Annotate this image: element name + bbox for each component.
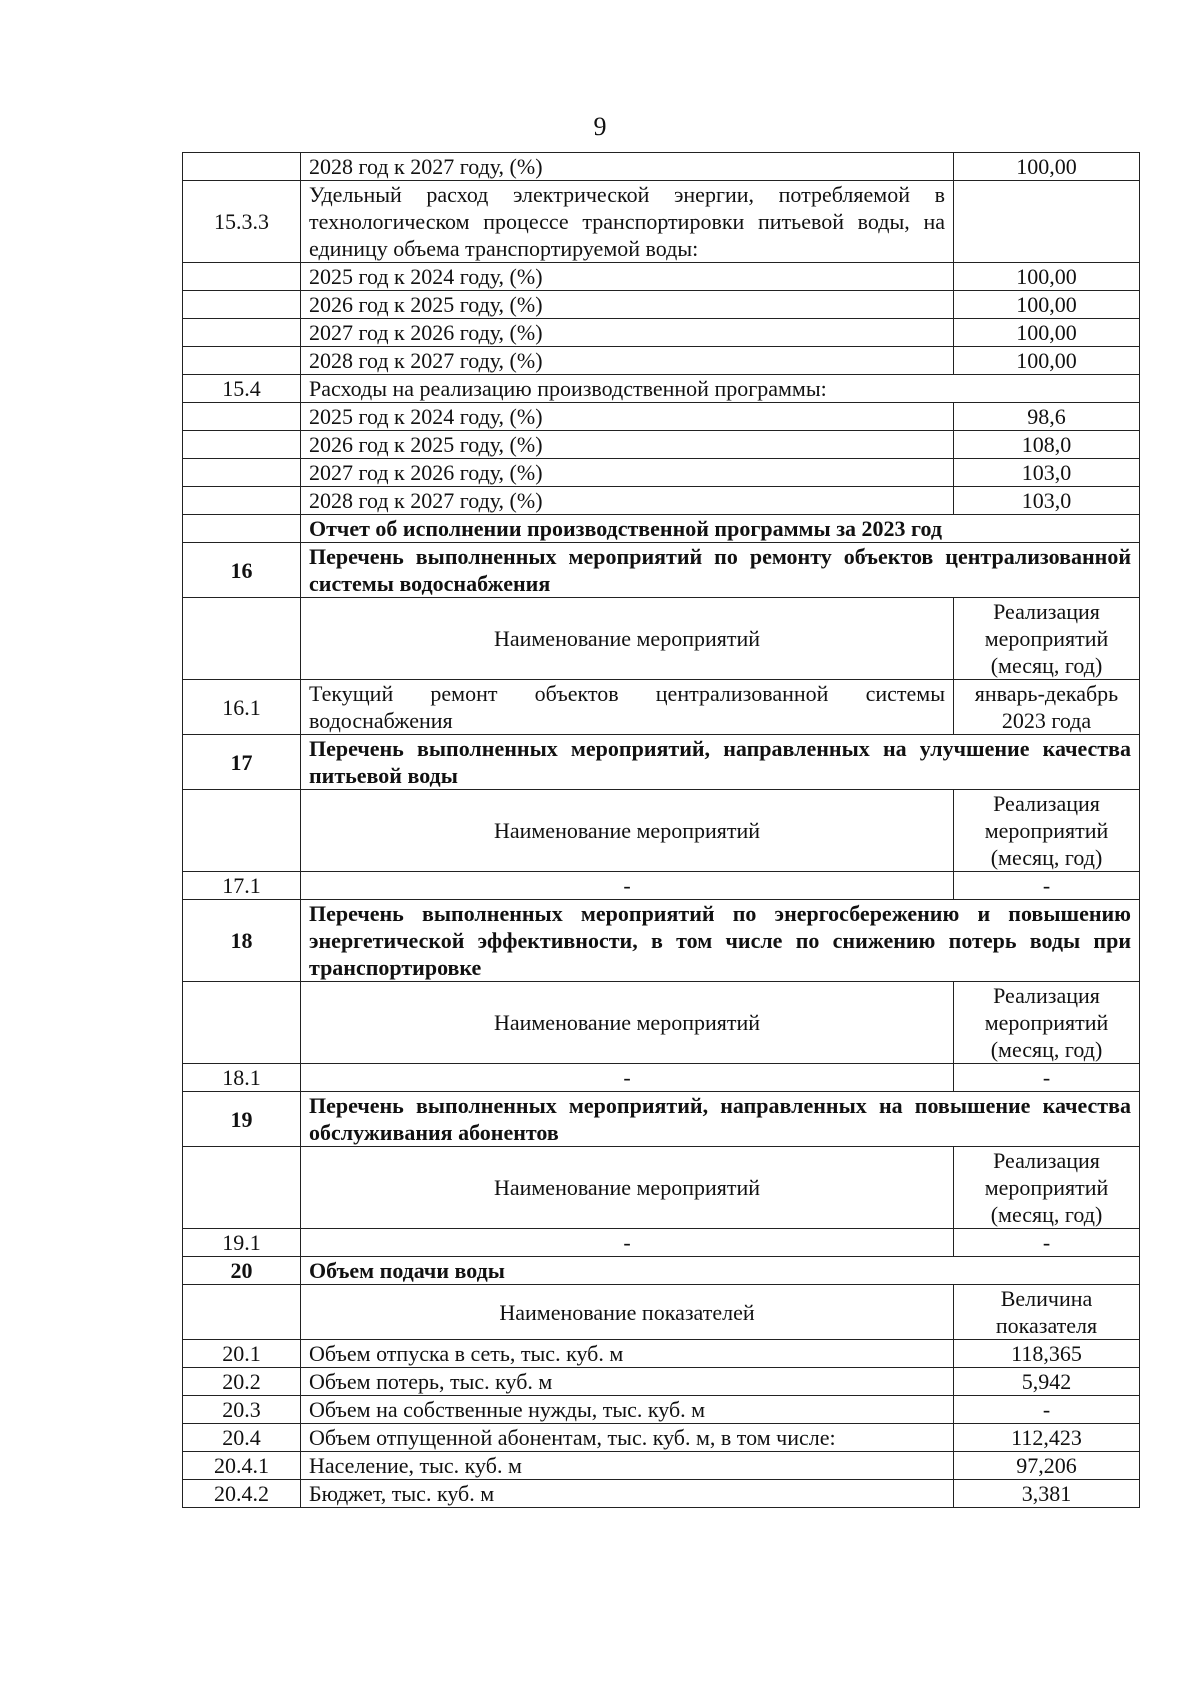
table-row (183, 181, 1140, 263)
row-number (183, 291, 301, 319)
row-number (183, 263, 301, 291)
row-value: 100,00 (954, 319, 1140, 347)
row-description: Объем на собственные нужды, тыс. куб. м (301, 1396, 954, 1424)
row-number: 19.1 (183, 1229, 301, 1257)
row-number (183, 403, 301, 431)
table-row (183, 1229, 1140, 1257)
row-number: 20.3 (183, 1396, 301, 1424)
section-number: 18 (183, 900, 301, 982)
row-number (183, 153, 301, 181)
section-title: Отчет об исполнении производственной программы за 2023 год (301, 515, 1140, 543)
table-row (183, 263, 1140, 291)
page-number: 9 (593, 112, 607, 141)
column-header-value: Реализация мероприятий (месяц, год) (954, 598, 1140, 680)
row-description: 2025 год к 2024 году, (%) (301, 263, 954, 291)
table-row (183, 1452, 1140, 1480)
row-description: Объем отпущенной абонентам, тыс. куб. м, в том числе: (301, 1424, 954, 1452)
column-header-value: Реализация мероприятий (месяц, год) (954, 790, 1140, 872)
table-row (183, 790, 1140, 872)
table-row (183, 403, 1140, 431)
row-value (954, 181, 1140, 263)
row-value: - (954, 872, 1140, 900)
row-description: Объем отпуска в сеть, тыс. куб. м (301, 1340, 954, 1368)
table-row (183, 1064, 1140, 1092)
section-title: Перечень выполненных мероприятий, направленных на повышение качества обслуживания абонентов (301, 1092, 1140, 1147)
row-description: 2025 год к 2024 году, (%) (301, 403, 954, 431)
row-description: 2028 год к 2027 году, (%) (301, 487, 954, 515)
table-row (183, 1424, 1140, 1452)
row-number (183, 431, 301, 459)
row-number: 20.1 (183, 1340, 301, 1368)
row-value: 97,206 (954, 1452, 1140, 1480)
row-number (183, 1147, 301, 1229)
column-header-name: Наименование мероприятий (301, 1147, 954, 1229)
row-number (183, 319, 301, 347)
section-number: 20 (183, 1257, 301, 1285)
row-value: 3,381 (954, 1480, 1140, 1508)
row-value: 118,365 (954, 1340, 1140, 1368)
row-number: 15.4 (183, 375, 301, 403)
row-description: 2027 год к 2026 году, (%) (301, 319, 954, 347)
row-value: 108,0 (954, 431, 1140, 459)
section-title: Перечень выполненных мероприятий по энергосбережению и повышению энергетической эффективности, в том числе по снижению потерь воды при транспортировке (301, 900, 1140, 982)
table-row (183, 431, 1140, 459)
table-row (183, 291, 1140, 319)
row-number: 16.1 (183, 680, 301, 735)
table-row (183, 1368, 1140, 1396)
row-number: 17.1 (183, 872, 301, 900)
row-number (183, 347, 301, 375)
table-row (183, 1480, 1140, 1508)
section-title: Перечень выполненных мероприятий по ремонту объектов централизованной системы водоснабжения (301, 543, 1140, 598)
table-row (183, 1396, 1140, 1424)
table-row (183, 900, 1140, 982)
row-description: 2027 год к 2026 году, (%) (301, 459, 954, 487)
row-number: 20.4.2 (183, 1480, 301, 1508)
program-table (182, 152, 1140, 1508)
section-title: Объем подачи воды (301, 1257, 1140, 1285)
table-row (183, 872, 1140, 900)
row-description: Расходы на реализацию производственной программы: (301, 375, 1140, 403)
row-description: - (301, 872, 954, 900)
column-header-name: Наименование показателей (301, 1285, 954, 1340)
table-row (183, 1257, 1140, 1285)
row-number: 20.4.1 (183, 1452, 301, 1480)
row-value: 103,0 (954, 487, 1140, 515)
row-description: Удельный расход электрической энергии, потребляемой в технологическом процессе транспортировки питьевой воды, на единицу объема транспортируемой воды: (301, 181, 954, 263)
row-number (183, 487, 301, 515)
row-description: 2026 год к 2025 году, (%) (301, 431, 954, 459)
table-row (183, 515, 1140, 543)
row-value: 100,00 (954, 153, 1140, 181)
section-number: 17 (183, 735, 301, 790)
column-header-value: Величина показателя (954, 1285, 1140, 1340)
table-row (183, 543, 1140, 598)
table-row (183, 598, 1140, 680)
row-value: 100,00 (954, 263, 1140, 291)
table-row (183, 1285, 1140, 1340)
row-value: 103,0 (954, 459, 1140, 487)
row-value: 98,6 (954, 403, 1140, 431)
table-row (183, 1340, 1140, 1368)
table-row (183, 1092, 1140, 1147)
column-header-name: Наименование мероприятий (301, 982, 954, 1064)
row-description: Текущий ремонт объектов централизованной системы водоснабжения (301, 680, 954, 735)
row-number: 15.3.3 (183, 181, 301, 263)
section-number: 16 (183, 543, 301, 598)
column-header-name: Наименование мероприятий (301, 598, 954, 680)
table-row (183, 319, 1140, 347)
table-row (183, 347, 1140, 375)
row-description: - (301, 1229, 954, 1257)
row-description: - (301, 1064, 954, 1092)
table-row (183, 459, 1140, 487)
row-number: 18.1 (183, 1064, 301, 1092)
row-number: 20.2 (183, 1368, 301, 1396)
column-header-name: Наименование мероприятий (301, 790, 954, 872)
row-description: 2028 год к 2027 году, (%) (301, 153, 954, 181)
row-value: 100,00 (954, 291, 1140, 319)
row-number: 20.4 (183, 1424, 301, 1452)
row-description: Население, тыс. куб. м (301, 1452, 954, 1480)
program-table-body (183, 153, 1140, 1508)
row-number (183, 598, 301, 680)
column-header-value: Реализация мероприятий (месяц, год) (954, 1147, 1140, 1229)
table-row (183, 487, 1140, 515)
table-row (183, 153, 1140, 181)
row-value: 100,00 (954, 347, 1140, 375)
row-value: 112,423 (954, 1424, 1140, 1452)
column-header-value: Реализация мероприятий (месяц, год) (954, 982, 1140, 1064)
row-value: январь-декабрь 2023 года (954, 680, 1140, 735)
section-title: Перечень выполненных мероприятий, направленных на улучшение качества питьевой воды (301, 735, 1140, 790)
row-description: 2028 год к 2027 году, (%) (301, 347, 954, 375)
table-row (183, 375, 1140, 403)
table-row (183, 680, 1140, 735)
row-number (183, 1285, 301, 1340)
row-value: 5,942 (954, 1368, 1140, 1396)
table-row (183, 982, 1140, 1064)
row-number (183, 790, 301, 872)
row-description: Бюджет, тыс. куб. м (301, 1480, 954, 1508)
row-value: - (954, 1064, 1140, 1092)
table-row (183, 1147, 1140, 1229)
row-value: - (954, 1229, 1140, 1257)
row-description: Объем потерь, тыс. куб. м (301, 1368, 954, 1396)
row-number (183, 459, 301, 487)
row-number (183, 515, 301, 543)
section-number: 19 (183, 1092, 301, 1147)
table-row (183, 735, 1140, 790)
row-number (183, 982, 301, 1064)
row-description: 2026 год к 2025 году, (%) (301, 291, 954, 319)
row-value: - (954, 1396, 1140, 1424)
